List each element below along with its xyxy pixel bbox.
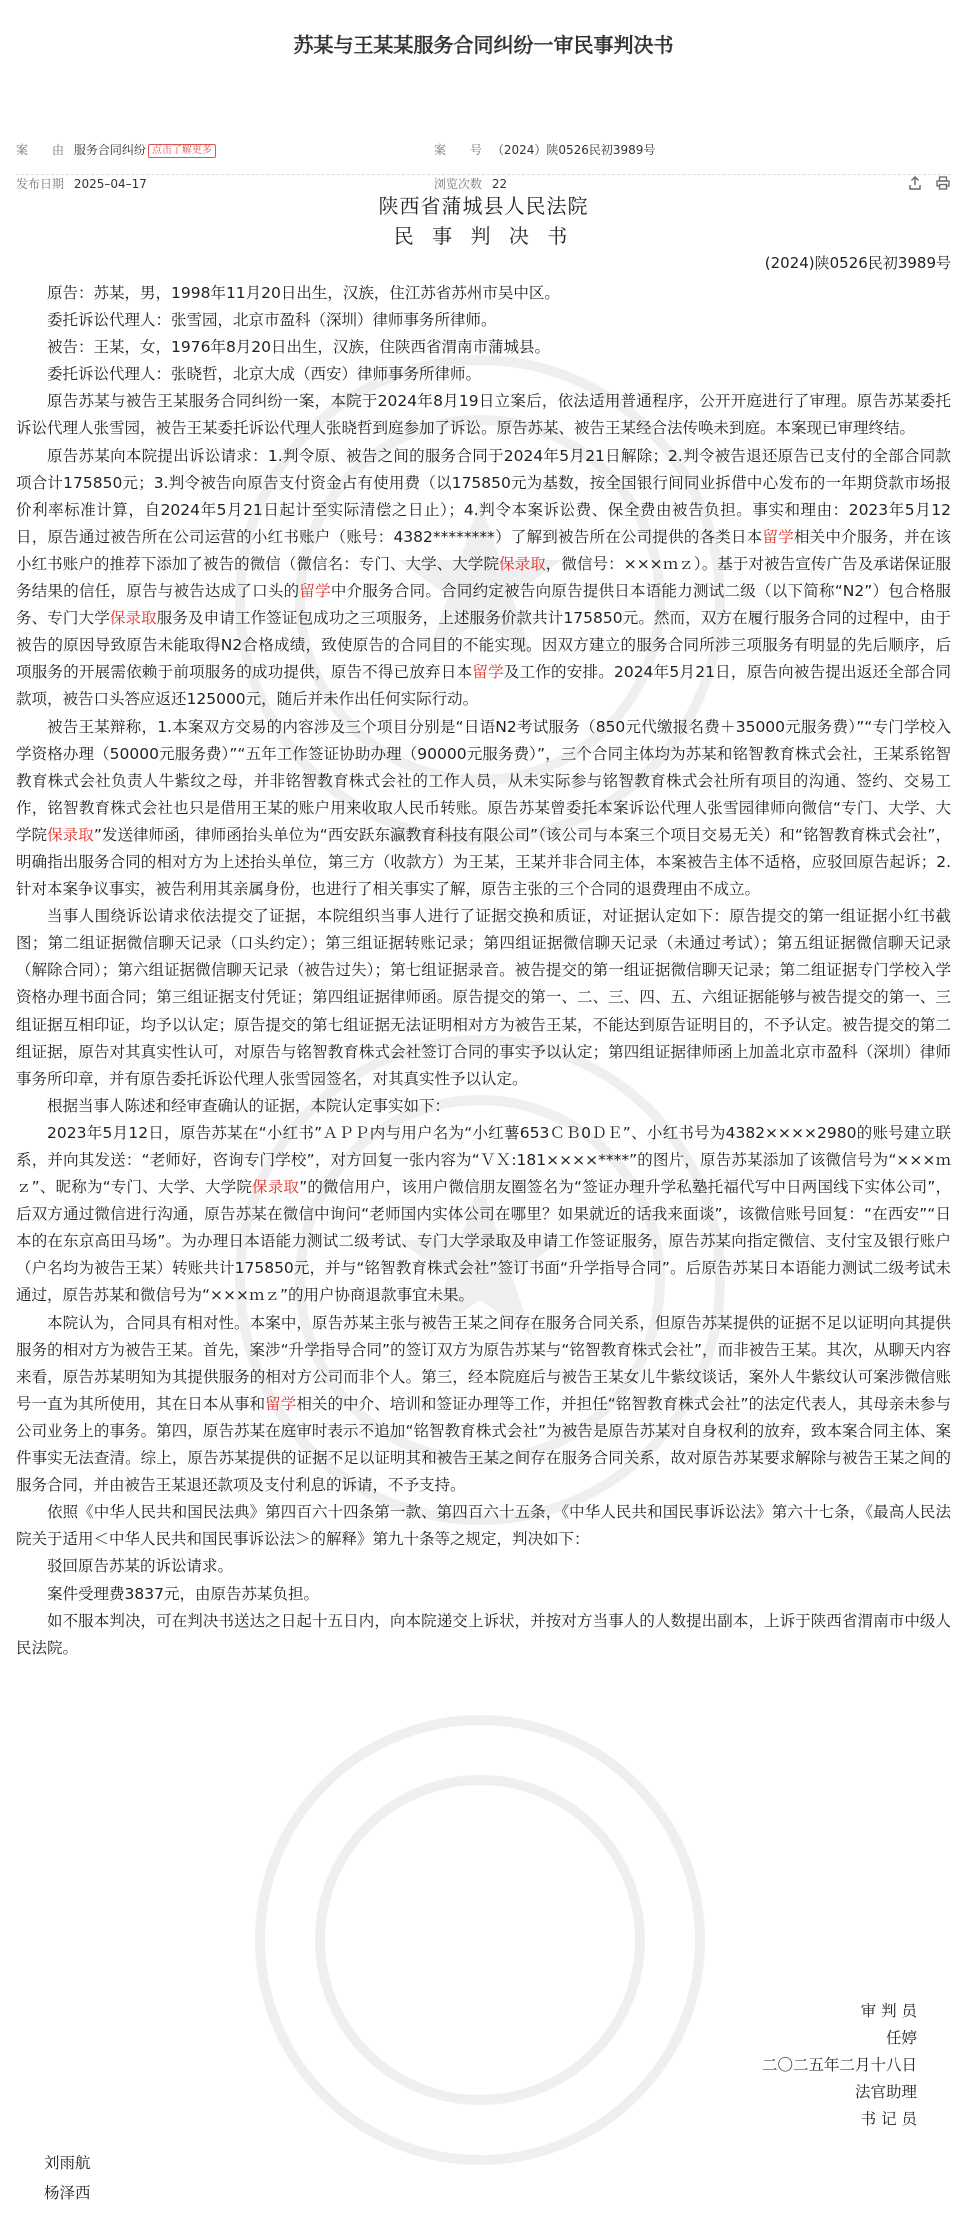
views-label: 浏览次数 [434, 177, 483, 191]
paragraph-text: 及工作的安排。2024年5月21日，原告向被告提出返还全部合同款项，被告口头答应返还125000元，随后并未作出任何实际行动。 [16, 663, 951, 709]
paragraph-text: 当事人围绕诉讼请求依法提交了证据，本院组织当事人进行了证据交换和质证，对证据认定如下：原告提交的第一组证据小红书截图；第二组证据微信聊天记录（口头约定）；第三组证据转账记录；第四组证据微信聊天记录（未通过考试）；第五组证据微信聊天记录（解除合同）；第六组证据微信聊天记录（被告过失）；第七组证据录音。被告提交的第一组证据微信聊天记录；第二组证据专门学校入学资格办理书面合同；第三组证据支付凭证；第四组证据律师函。原告提交的第一、二、三、四、五、六组证据能够与被告提交的第一、三组证据互相印证，均予以认定；原告提交的第七组证据无法证明相对方为被告王某，不能达到原告证明目的，不予认定。被告提交的第二组证据，原告对其真实性认可，对原告与铭智教育株式会社签订合同的事实予以认定；第四组证据律师函上加盖北京市盈科（深圳）律师事务所印章，并有原告委托诉讼代理人张雪园签名，对其真实性予以认定。 [16, 907, 951, 1088]
judgment-paragraph [16, 361, 951, 388]
judgment-paragraph [16, 388, 951, 442]
paragraph-text: 案件受理费3837元，由原告苏某负担。 [47, 1584, 319, 1603]
signature-assistant-title: 法官助理 [854, 2083, 917, 2101]
judgment-paragraph [16, 1581, 951, 1608]
cause-value: 服务合同纠纷 [73, 143, 146, 157]
signature-judge-title: 审 判 员 [860, 2002, 917, 2020]
signature-clerk-title: 书 记 员 [860, 2110, 917, 2128]
learn-more-tag[interactable]: 点击了解更多 [148, 144, 216, 158]
judgment-paragraph [16, 280, 951, 307]
paragraph-text: 委托诉讼代理人：张雪园，北京市盈科（深圳）律师事务所律师。 [47, 311, 497, 330]
judgment-paragraph [16, 1120, 951, 1310]
paragraph-text: 依照《中华人民共和国民法典》第四百六十四条第一款、第四百六十五条，《中华人民共和国民事诉讼法》第六十七条，《最高人民法院关于适用＜中华人民共和国民事诉讼法＞的解释》第九十条等之规定，判决如下： [16, 1503, 951, 1549]
page-title: 苏某与王某某服务合同纠纷一审民事判决书 [293, 33, 674, 57]
case-number: (2024)陕0526民初3989号 [764, 254, 951, 272]
highlighted-keyword[interactable]: 保录取 [499, 554, 546, 573]
paragraph-text: 本院认为，合同具有相对性。本案中，原告苏某主张与被告王某之间存在服务合同关系，但原告苏某提供的证据不足以证明向其提供服务的相对方为被告王某。首先，案涉“升学指导合同”的签订双方为原告苏某与“铭智教育株式会社”，而非被告王某。其次，从聊天内容来看，原告苏某明知为其提供服务的相对方公司而非个人。第三，经本院庭后与被告王某女儿牛紫纹谈话，案外人牛紫纹认可案涉微信账号一直为其所使用，其在日本从事和 [16, 1313, 951, 1413]
paragraph-text: 根据当事人陈述和经审查确认的证据，本院认定事实如下： [47, 1096, 451, 1115]
caseno-label: 案 号 [434, 143, 483, 157]
paragraph-text: 委托诉讼代理人：张晓哲，北京大成（西安）律师事务所律师。 [47, 365, 482, 384]
paragraph-text: 原告苏某与被告王某服务合同纠纷一案，本院于2024年8月19日立案后，依法适用普通程序，公开开庭进行了审理。原告苏某委托诉讼代理人张雪园，被告王某委托诉讼代理人张晓哲到庭参加了诉讼。原告苏某、被告王某经合法传唤未到庭。本案现已审理终结。 [16, 392, 951, 438]
highlighted-keyword[interactable]: 留学 [472, 663, 504, 682]
date-value: 2025–04–17 [73, 177, 147, 191]
judgment-paragraph [16, 443, 951, 714]
divider [16, 174, 951, 175]
signature-assistant-name: 刘雨航 [44, 2154, 91, 2172]
judgment-paragraph [16, 1553, 951, 1580]
court-name: 陕西省蒲城县人民法院 [378, 194, 589, 218]
highlighted-keyword[interactable]: 保录取 [252, 1178, 300, 1197]
judgment-paragraph [16, 714, 951, 904]
cause-label: 案 由 [16, 143, 65, 157]
signature-date: 二〇二五年二月十八日 [761, 2056, 917, 2074]
judgment-paragraph [16, 903, 951, 1093]
paragraph-text: ，微信号：×××ｍｚ）。基于对被告宣传广告及承诺保证服务结果的信任，原告与被告达成了口头的 [16, 554, 951, 601]
highlighted-keyword[interactable]: 保录取 [47, 825, 94, 844]
highlighted-keyword[interactable]: 保录取 [109, 609, 157, 628]
paragraph-text: 如不服本判决，可在判决书送达之日起十五日内，向本院递交上诉状，并按对方当事人的人数提出副本，上诉于陕西省渭南市中级人民法院。 [16, 1611, 951, 1657]
paragraph-text: 被告王某辩称，1.本案双方交易的内容涉及三个项目分别是“日语N2考试服务（850元代缴报名费＋35000元服务费）”“专门学校入学资格办理（50000元服务费）”“五年工作签证协助办理（90000元服务费）”，三个合同主体均为苏某和铭智教育株式会社，王某系铭智教育株式会社负责人牛紫纹之母，并非铭智教育株式会社的工作人员，从未实际参与铭智教育株式会社所有项目的沟通、签约、交易工作，铭智教育株式会社也只是借用王某的账户用来收取人民币转账。原告苏某曾委托本案诉讼代理人张雪园律师向微信“专门、大学、大学院 [16, 717, 951, 844]
highlighted-keyword[interactable]: 留学 [762, 527, 794, 546]
paragraph-text: 被告：王某，女，1976年8月20日出生，汉族，住陕西省渭南市蒲城县。 [47, 338, 551, 357]
paragraph-text: 相关中介服务，并在该小红书账户的推荐下添加了被告的微信（微信名：专门、大学、大学院 [16, 527, 951, 573]
judgment-paragraph [16, 1608, 951, 1662]
paragraph-text: ”的微信用户，该用户微信朋友圈签名为“签证办理升学私塾托福代写中日两国线下实体公司”，后双方通过微信进行沟通，原告苏某在微信中询问“老师国内实体公司在哪里？如果就近的话我来面谈”，该微信账号回复：“在西安”“日本的在东京高田马场”。为办理日本语能力测试二级考试、专门大学录取及申请工作签证服务，原告苏某向指定微信、支付宝及银行账户（户名均为被告王某）转账共计175850元，并与“铭智教育株式会社”签订书面“升学指导合同”。后原告苏某日本语能力测试二级考试未通过，原告苏某和微信号为“×××ｍｚ”的用户协商退款事宜未果。 [16, 1178, 952, 1305]
highlighted-keyword[interactable]: 留学 [265, 1394, 297, 1413]
date-label: 发布日期 [16, 177, 65, 191]
paragraph-text: 原告：苏某，男，1998年11月20日出生，汉族，住江苏省苏州市吴中区。 [47, 284, 560, 302]
judgment-body [16, 280, 951, 1662]
judgment-paragraph [16, 307, 951, 334]
document-type: 民 事 判 决 书 [393, 224, 574, 248]
judgment-paragraph [16, 1093, 951, 1120]
signature-judge-name: 任婷 [885, 2029, 917, 2047]
signature-clerk-name: 杨泽西 [44, 2184, 91, 2202]
paragraph-text: 原告苏某向本院提出诉讼请求：1.判令原、被告之间的服务合同于2024年5月21日解除；2.判令被告退还原告已支付的全部合同款项合计175850元；3.判令被告向原告支付资金占有使用费（以175850元为基数，按全国银行间同业拆借中心发布的一年期贷款市场报价利率标准计算，自2024年5月21日起计至实际清偿之日止）；4.判令本案诉讼费、保全费由被告负担。事实和理由：2023年5月12日，原告通过被告所在公司运营的小红书账户（账号：4382********）了解到被告所在公司提供的各类日本 [16, 446, 951, 546]
views-value: 22 [491, 177, 508, 191]
judgment-paragraph [16, 1499, 951, 1553]
judgment-paragraph [16, 1310, 951, 1500]
caseno-value: （2024）陕0526民初3989号 [491, 143, 656, 157]
judgment-paragraph [16, 334, 951, 361]
paragraph-text: 2023年5月12日，原告苏某在“小红书”ＡＰＰ内与用户名为“小红薯653ＣＢ0ＤＥ”、小红书号为4382××××2980的账号建立联系，并向其发送：“老师好，咨询专门学校”，对方回复一张内容为“ＶＸ:181××××****”的图片，原告苏某添加了该微信号为“×××ｍｚ”、昵称为“专门、大学、大学院 [16, 1123, 951, 1197]
paragraph-text: 服务及申请工作签证包成功之三项服务，上述服务价款共计175850元。然而，双方在履行服务合同的过程中，由于被告的原因导致原告未能取得N2合格成绩，致使原告的合同目的不能实现。因双方建立的服务合同所涉三项服务有明显的先后顺序，后项服务的开展需依赖于前项服务的成功提供，原告不得已放弃日本 [16, 609, 951, 682]
paragraph-text: 驳回原告苏某的诉讼请求。 [47, 1557, 234, 1576]
paragraph-text: 相关的中介、培训和签证办理等工作，并担任“铭智教育株式会社”的法定代表人，其母亲未参与公司业务上的事务。第四，原告苏某在庭审时表示不追加“铭智教育株式会社”为被告是原告苏某对自身权利的放弃，致本案合同主体、案件事实无法查清。综上，原告苏某提供的证据不足以证明其和被告王某之间存在服务合同关系，故对原告苏某要求解除与被告王某之间的服务合同，并由被告王某退还款项及支付利息的诉请，不予支持。 [16, 1394, 951, 1495]
paragraph-text: 中介服务合同。合同约定被告向原告提供日本语能力测试二级（以下简称“N2”）包合格服务、专门大学 [16, 582, 951, 628]
paragraph-text: ”发送律师函，律师函抬头单位为“西安跃东瀛教育科技有限公司”（该公司与本案三个项目交易无关）和“铭智教育株式会社”，明确指出服务合同的相对方为上述抬头单位，第三方（收款方）为王某，王某并非合同主体，本案被告主体不适格，应驳回原告起诉；2.针对本案争议事实，被告利用其亲属身份，也进行了相关事实了解，原告主张的三个合同的退费理由不成立。 [16, 825, 951, 899]
highlighted-keyword[interactable]: 留学 [299, 582, 331, 601]
